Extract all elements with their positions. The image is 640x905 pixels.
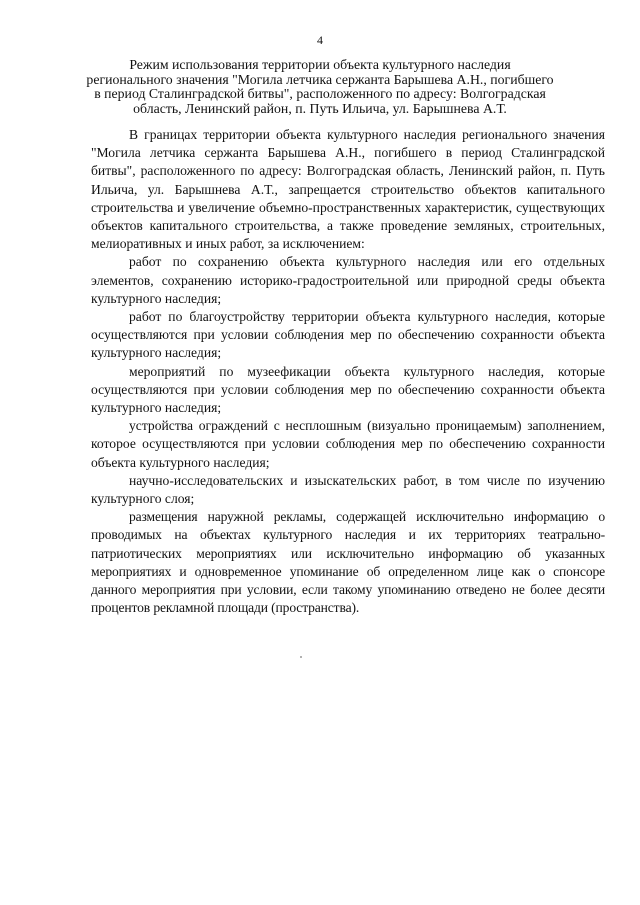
title-line-2: регионального значения "Могила летчика сержанта Барышева А.Н., погибшего (86, 71, 554, 87)
exception-landscaping-works: работ по благоустройству территории объекта культурного наследия, которые осуществляются при условии соблюдения мер по обеспечению сохранности объекта культурного наследия; (91, 309, 605, 361)
title-line-4: область, Ленинский район, п. Путь Ильича, ул. Барышнева А.Т. (133, 100, 507, 116)
exception-fencing: устройства ограждений с несплошным (визуально проницаемым) заполнением, которое осуществляются при условии соблюдения мер по обеспечению сохранности объекта культурного наследия; (91, 418, 605, 470)
document-title (80, 58, 560, 116)
title-line-1: Режим использования территории объекта культурного наследия (129, 57, 511, 72)
exception-preservation-works: работ по сохранению объекта культурного наследия или его отдельных элементов, сохранению историко-градостроительной или природной среды объекта культурного наследия; (91, 254, 605, 306)
exception-museumification: мероприятий по музеефикации объекта культурного наследия, которые осуществляются при условии соблюдения мер по обеспечению сохранности объекта культурного наследия; (91, 363, 605, 416)
paragraph-intro: В границах территории объекта культурного наследия регионального значения "Могила летчика сержанта Барышева А.Н., погибшего в период Сталинградской битвы", расположенного по адресу: Волгоградская область, Ленинский район, п. Путь Ильича, ул. Барышнева А.Т., запрещается строительство объектов капитального строительства и увеличение объемно-пространственных характеристик, существующих объектов капитального строительства, а также проведение земляных, строительных, мелиоративных и иных работ, за исключением: (91, 127, 605, 252)
document-body (91, 126, 605, 617)
exception-research-works: научно-исследовательских и изыскательских работ, в том числе по изучению культурного слоя; (91, 472, 605, 507)
page-number: 4 (317, 33, 323, 47)
exception-outdoor-advertising: размещения наружной рекламы, содержащей исключительно информацию о проводимых на объектах культурного наследия и их территориях театрально-патриотических мероприятиях или исключительно информацию об указанных мероприятиях и одновременное упоминание об определенном лице как о спонсоре данного мероприятия при условии, если такому упоминанию отведено не более десяти процентов рекламной площади (пространства). (91, 509, 605, 616)
title-line-3: в период Сталинградской битвы", расположенного по адресу: Волгоградская (94, 86, 546, 102)
scan-dot (300, 656, 302, 658)
